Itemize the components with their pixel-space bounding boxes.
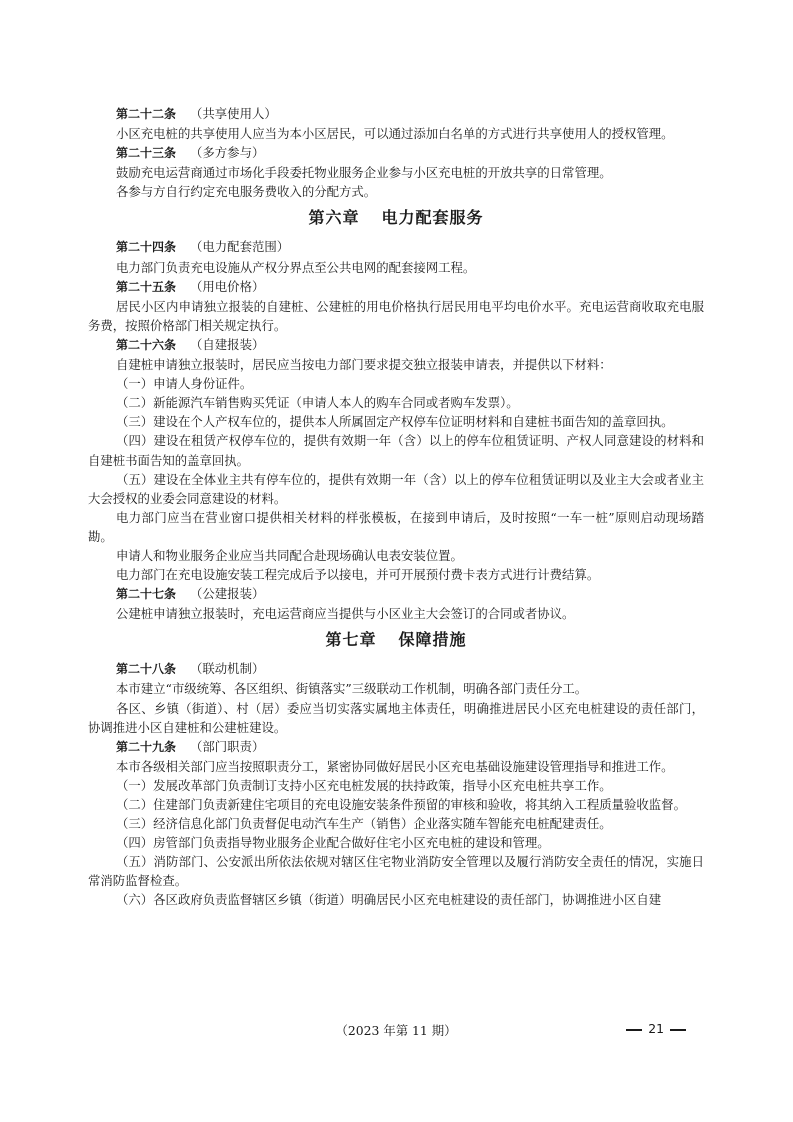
- paragraph: 申请人和物业服务企业应当共同配合赴现场确认电表安装位置。: [116, 547, 463, 563]
- chapter-heading: [88, 208, 704, 228]
- paragraph: （四）房管部门负责指导物业服务企业配合做好住宅小区充电桩的建设和管理。: [116, 835, 550, 851]
- page-footer: [88, 1021, 704, 1041]
- paragraph: 本市建立“市级统筹、各区组织、街镇落实”三级联动工作机制，明确各部门责任分工。: [116, 681, 588, 697]
- article-title: （用电价格）: [190, 278, 265, 294]
- chapter-title: 保障措施: [398, 630, 467, 650]
- paragraph: 公建桩申请独立报装时，充电运营商应当提供与小区业主大会签订的合同或者协议。: [116, 606, 575, 622]
- article-heading: [88, 237, 704, 257]
- article-number: 第二十三条: [116, 146, 177, 161]
- paragraph: 鼓励充电运营商通过市场化手段委托物业服务企业参与小区充电桩的开放共享的日常管理。: [116, 165, 612, 181]
- chapter-heading: [88, 630, 704, 650]
- paragraph: 居民小区内申请独立报装的自建桩、公建桩的用电价格执行居民用电平均电价水平。充电运营商收取充电服务费，按照价格部门相关规定执行。: [88, 298, 704, 333]
- paragraph: 自建桩申请独立报装时，居民应当按电力部门要求提交独立报装申请表，并提供以下材料：: [116, 357, 612, 373]
- paragraph: （一）申请人身份证件。: [116, 376, 253, 392]
- article-number: 第二十二条: [116, 107, 177, 121]
- dash-left: [626, 1029, 642, 1031]
- paragraph: （二）新能源汽车销售购买凭证（申请人本人的购车合同或者购车发票）。: [116, 395, 519, 411]
- article-number: 第二十七条: [116, 587, 177, 602]
- paragraph: （三）经济信息化部门负责督促电动汽车生产（销售）企业落实随车智能充电桩配建责任。: [116, 816, 612, 832]
- paragraph: （一）发展改革部门负责制订支持小区充电桩发展的扶持政策，指导小区充电桩共享工作。: [116, 777, 612, 793]
- article-number: 第二十六条: [116, 337, 177, 352]
- document-body: [88, 104, 704, 910]
- article-title: （部门职责）: [190, 738, 265, 754]
- article-title: （共享使用人）: [190, 106, 277, 121]
- article-number: 第二十五条: [116, 279, 177, 294]
- paragraph: 小区充电桩的共享使用人应当为本小区居民，可以通过添加白名单的方式进行共享使用人的授权管理。: [116, 126, 674, 142]
- paragraph: （二）住建部门负责新建住宅项目的充电设施安装条件预留的审核和验收，将其纳入工程质量验收监督。: [116, 797, 686, 812]
- paragraph: 各区、乡镇（街道）、村（居）委应当切实落实属地主体责任，明确推进居民小区充电桩建设的责任部门，协调推进小区自建桩和公建桩建设。: [88, 700, 704, 735]
- article-number: 第二十四条: [116, 240, 177, 255]
- page-number: [620, 1021, 692, 1036]
- paragraph: 各参与方自行约定充电服务费收入的分配方式。: [116, 184, 377, 200]
- paragraph: （四）建设在租赁产权停车位的，提供有效期一年（含）以上的停车位租赁证明、产权人同意建设的材料和自建桩书面告知的盖章回执。: [88, 433, 704, 468]
- article-number: 第二十八条: [116, 662, 177, 677]
- dash-right: [670, 1029, 686, 1031]
- chapter-number: 第七章: [325, 630, 377, 650]
- article-heading: [88, 104, 704, 124]
- issue-label: （2023 年第 11 期）: [335, 1023, 457, 1038]
- paragraph: 电力部门负责充电设施从产权分界点至公共电网的配套接网工程。: [116, 259, 476, 275]
- paragraph: （五）建设在全体业主共有停车位的，提供有效期一年（含）以上的停车位租赁证明以及业主大会或者业主大会授权的业委会同意建设的材料。: [88, 471, 704, 506]
- article-heading: [88, 584, 704, 604]
- paragraph: （五）消防部门、公安派出所依法依规对辖区住宅物业消防安全管理以及履行消防安全责任的情况，实施日常消防监督检查。: [88, 854, 704, 889]
- article-title: （公建报装）: [190, 586, 265, 602]
- article-number: 第二十九条: [116, 739, 177, 754]
- paragraph: （六）各区政府负责监督辖区乡镇（街道）明确居民小区充电桩建设的责任部门，协调推进小区自建: [116, 892, 662, 908]
- article-heading: [88, 737, 704, 757]
- article-heading: [88, 143, 704, 163]
- chapter-title: 电力配套服务: [381, 208, 484, 228]
- chapter-number: 第六章: [308, 208, 360, 228]
- paragraph: 电力部门在充电设施安装工程完成后予以接电，并可开展预付费卡表方式进行计费结算。: [116, 567, 600, 583]
- article-title: （联动机制）: [190, 661, 265, 677]
- article-heading: [88, 659, 704, 679]
- page-number-value: 21: [648, 1021, 664, 1036]
- paragraph: 本市各级相关部门应当按照职责分工，紧密协同做好居民小区充电基础设施建设管理指导和推进工作。: [116, 758, 674, 774]
- paragraph: （三）建设在个人产权车位的，提供本人所属固定产权停车位证明材料和自建桩书面告知的盖章回执。: [116, 414, 674, 430]
- article-title: （多方参与）: [190, 145, 265, 161]
- article-heading: [88, 277, 704, 297]
- article-title: （自建报装）: [190, 336, 265, 352]
- article-heading: [88, 335, 704, 355]
- article-title: （电力配套范围）: [190, 239, 290, 255]
- paragraph: 电力部门应当在营业窗口提供相关材料的样张模板，在接到申请后，及时按照“一车一桩”原则启动现场踏勘。: [88, 509, 704, 544]
